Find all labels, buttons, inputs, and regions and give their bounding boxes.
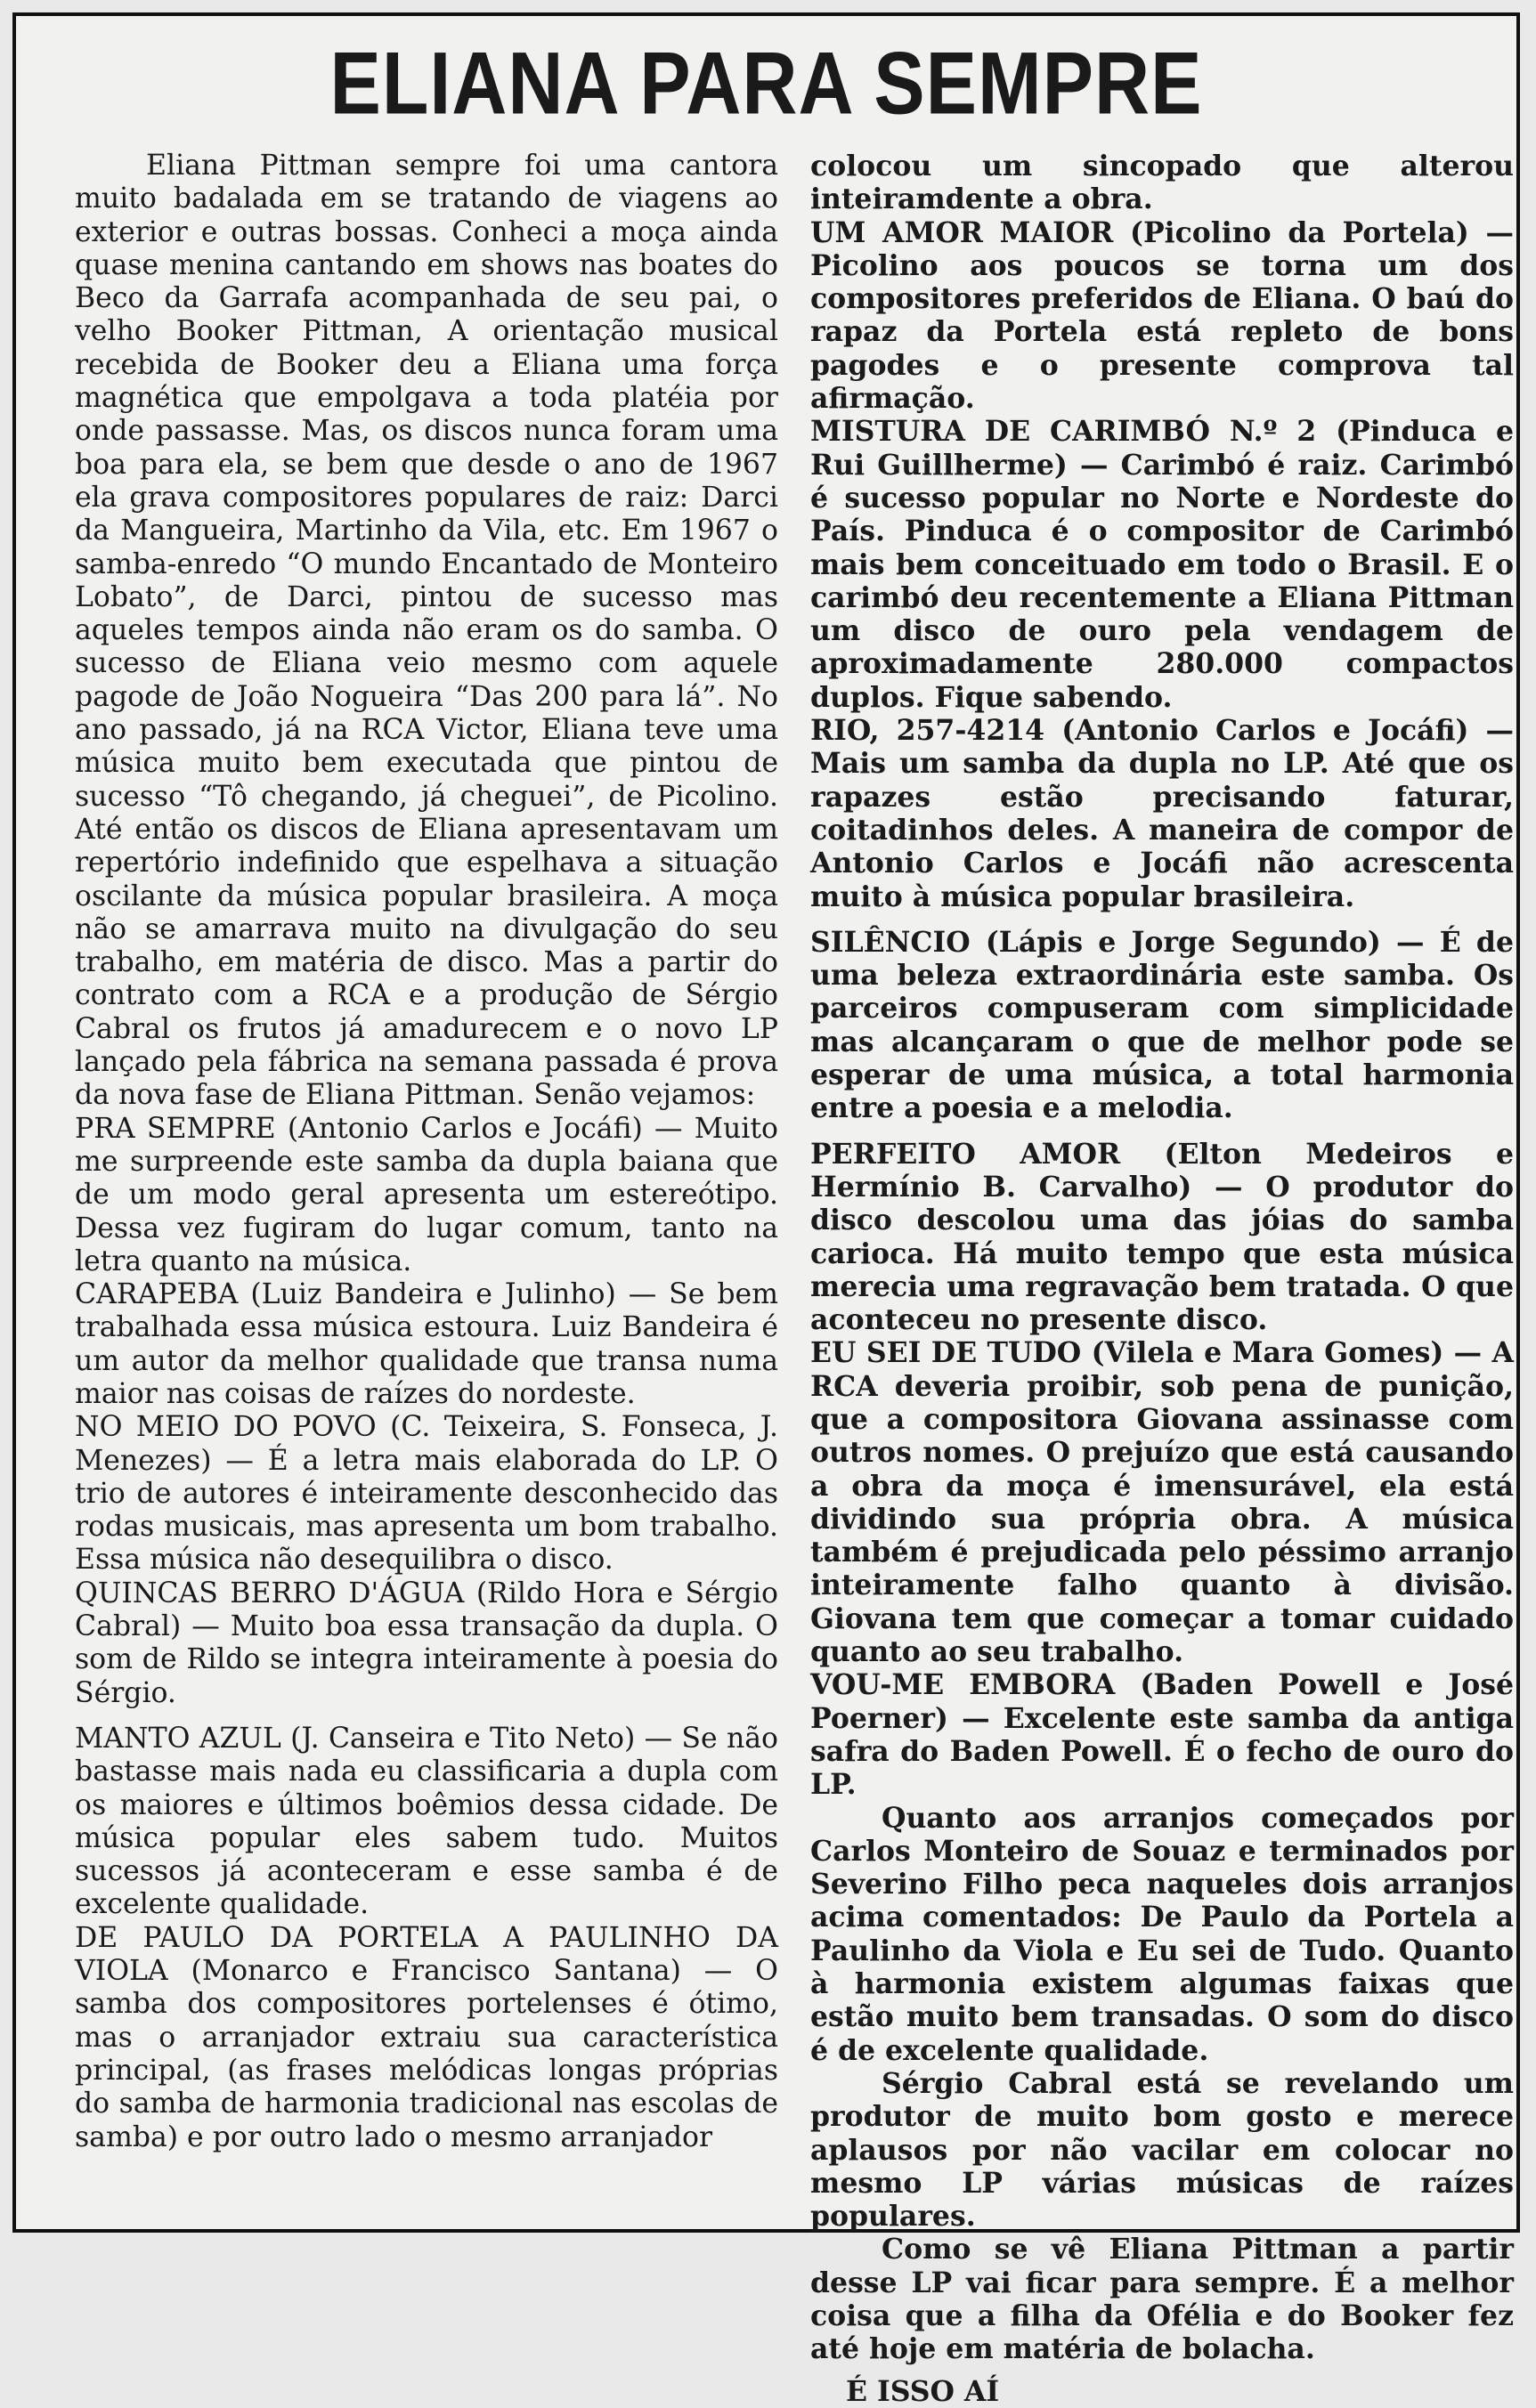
review-rio-257-4214: RIO, 257-4214 (Antonio Carlos e Jocáfi) — Mais um samba da dupla no LP. Até que os rapazes estão precisando faturar, coitadinhos deles. A maneira de compor de Antonio Carlos e Jocáfi não acrescenta muito à música popular brasileira.: [810, 714, 1514, 913]
review-manto-azul: MANTO AZUL (J. Canseira e Tito Neto) — Se não bastasse mais nada eu classificaria a dupla com os maiores e últimos boêmios dessa cidade. De música popular eles sabem tudo. Muitos sucessos já aconteceram e esse samba é de excelente qualidade.: [75, 1722, 778, 1921]
article-frame: [12, 12, 1520, 2408]
review-perfeito-amor: PERFEITO AMOR (Elton Medeiros e Hermínio B. Carvalho) — O produtor do disco descolou uma das jóias do samba carioca. Há muito tempo que esta música merecia uma regravação bem tratada. O que aconteceu no presente disco.: [810, 1137, 1514, 1337]
review-quincas-berro-dagua: QUINCAS BERRO D'ÁGUA (Rildo Hora e Sérgio Cabral) — Muito boa essa transação da dupla. O som de Rildo se integra inteiramente à poesia do Sérgio.: [75, 1577, 778, 1709]
review-um-amor-maior: UM AMOR MAIOR (Picolino da Portela) — Picolino aos poucos se torna um dos compositores preferidos de Eliana. O baú do rapaz da Portela está repleto de bons pagodes e o presente comprova tal afirmação.: [810, 215, 1514, 416]
review-carapeba: CARAPEBA (Luiz Bandeira e Julinho) — Se bem trabalhada essa música estoura. Luiz Bandeira é um autor da melhor qualidade que transa numa maior nas coisas de raízes do nordeste.: [75, 1278, 778, 1410]
review-vou-me-embora: VOU-ME EMBORA (Baden Powell e José Poerner) — Excelente este samba da antiga safra do Baden Powell. É o fecho de ouro do LP.: [810, 1668, 1514, 1802]
producer-paragraph: Sérgio Cabral está se revelando um produtor de muito bom gosto e merece aplausos por não vacilar em colocar no mesmo LP várias músicas de raízes populares.: [810, 2066, 1514, 2234]
review-silencio: SILÊNCIO (Lápis e Jorge Segundo) — É de uma beleza extraordinária este samba. Os parceiros compuseram com simplicidade mas alcançaram o que de melhor pode se esperar de uma música, a total harmonia entre a poesia e a melodia.: [810, 925, 1514, 1125]
signature: É ISSO AÍ: [846, 2374, 1000, 2408]
review-mistura-de-carimbo: MISTURA DE CARIMBÓ N.º 2 (Pinduca e Rui Guillherme) — Carimbó é raiz. Carimbó é sucesso popular no Norte e Nordeste do País. Pinduca é o compositor de Carimbó mais bem conceituado em todo o Brasil. E o carimbó deu recentemente a Eliana Pittman um disco de ouro pela vendagem de aproximadamente 280.000 compactos duplos. Fique sabendo.: [810, 415, 1514, 714]
article-title: ELIANA PARA SEMPRE: [329, 35, 1203, 134]
left-column: [75, 150, 778, 2154]
review-pra-sempre: PRA SEMPRE (Antonio Carlos e Jocáfi) — Muito me surpreende este samba da dupla baiana que de um modo geral apresenta um estereótipo. Dessa vez fugiram do lugar comum, tanto na letra quanto na música.: [75, 1112, 778, 1277]
intro-paragraph: Eliana Pittman sempre foi uma cantora muito badalada em se tratando de viagens ao exterior e outras bossas. Conheci a moça ainda quase menina cantando em shows nas boates do Beco da Garrafa acompanhada de seu pai, o velho Booker Pittman, A orientação musical recebida de Booker deu a Eliana uma força magnética que empolgava a toda platéia por onde passasse. Mas, os discos nunca foram uma boa para ela, se bem que desde o ano de 1967 ela grava compositores populares de raiz: Darci da Mangueira, Martinho da Vila, etc. Em 1967 o samba-enredo “O mundo Encantado de Monteiro Lobato”, de Darci, pintou de sucesso mas aqueles tempos ainda não eram os do samba. O sucesso de Eliana veio mesmo com aquele pagode de João Nogueira “Das 200 para lá”. No ano passado, já na RCA Victor, Eliana teve uma música muito bem executada que pintou de sucesso “Tô chegando, já cheguei”, de Picolino. Até então os discos de Eliana apresentavam um repertório indefinido que espelhava a situação oscilante da música popular brasileira. A moça não se amarrava muito na divulgação do seu trabalho, em matéria de disco. Mas a partir do contrato com a RCA e a produção de Sérgio Cabral os frutos já amadurecem e o novo LP lançado pela fábrica na semana passada é prova da nova fase de Eliana Pittman. Senão vejamos:: [75, 150, 778, 1112]
arrangements-paragraph: Quanto aos arranjos começados por Carlos Monteiro de Souaz e terminados por Severino Filho peca naqueles dois arranjos acima comentados: De Paulo da Portela a Paulinho da Viola e Eu sei de Tudo. Quanto à harmonia existem algumas faixas que estão muito bem transadas. O som do disco é de excelente qualidade.: [810, 1801, 1514, 2067]
continuation-paragraph: colocou um sincopado que alterou inteiramdente a obra.: [810, 150, 1514, 216]
review-de-paulo-da-portela: DE PAULO DA PORTELA A PAULINHO DA VIOLA (Monarco e Francisco Santana) — O samba dos compositores portelenses é ótimo, mas o arranjador extraiu sua característica principal, (as frases melódicas longas próprias do samba de harmonia tradicional nas escolas de samba) e por outro lado o mesmo arranjador: [75, 1921, 778, 2153]
review-eu-sei-de-tudo: EU SEI DE TUDO (Vilela e Mara Gomes) — A RCA deveria proibir, sob pena de punição, que a compositora Giovana assinasse com outros nomes. O prejuízo que está causando a obra da moça é imensurável, ela está dividindo sua própria obra. A música também é prejudicada pelo péssimo arranjo inteiramente falho quanto à divisão. Giovana tem que começar a tomar cuidado quanto ao seu trabalho.: [810, 1336, 1514, 1669]
review-no-meio-do-povo: NO MEIO DO POVO (C. Teixeira, S. Fonseca, J. Menezes) — É a letra mais elaborada do LP. O trio de autores é inteiramente desconhecido das rodas musicais, mas apresenta um bom trabalho. Essa música não desequilibra o disco.: [75, 1411, 778, 1577]
conclusion-paragraph: Como se vê Eliana Pittman a partir desse LP vai ficar para sempre. É a melhor coisa que a filha da Ofélia e do Booker fez até hoje em matéria de bolacha.: [810, 2233, 1514, 2366]
right-column: [810, 150, 1514, 2408]
